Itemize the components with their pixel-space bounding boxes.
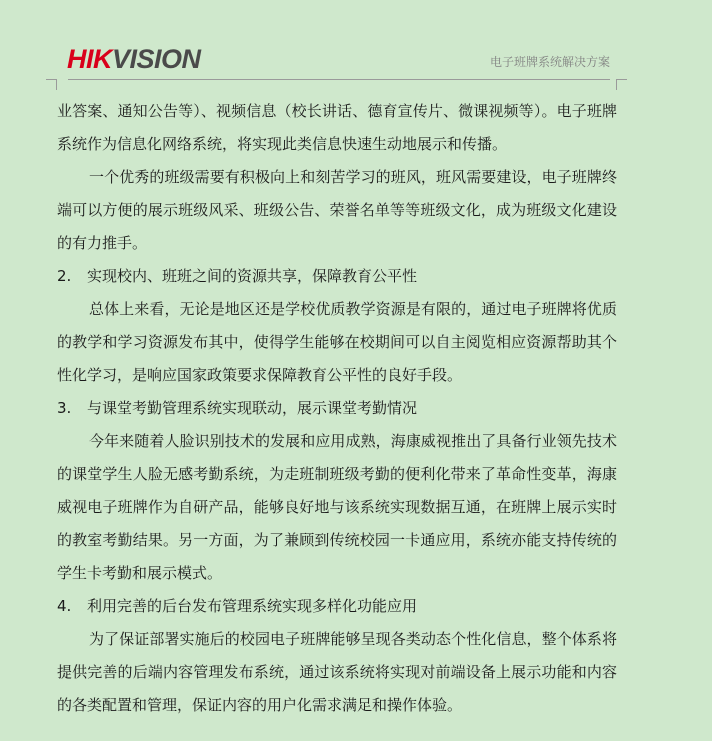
heading-text: 实现校内、班班之间的资源共享，保障教育公平性 (87, 267, 418, 285)
logo-gray-text: VISION (112, 44, 201, 74)
section-heading-3 (57, 392, 617, 425)
section-heading-4 (57, 590, 617, 623)
heading-number: 2. (57, 267, 72, 285)
document-title: 电子班牌系统解决方案 (489, 55, 610, 69)
page-header (0, 0, 712, 100)
margin-corner-left (46, 79, 57, 90)
paragraph-resource-sharing: 总体上来看，无论是地区还是学校优质教学资源是有限的，通过电子班牌将优质的教学和学习资源发布其中，使得学生能够在校期间可以自主阅览相应资源帮助其个性化学习，是响应国家政策要求保障教育公平性的良好手段。 (57, 300, 617, 384)
hikvision-logo (67, 44, 201, 74)
paragraph-class-culture: 一个优秀的班级需要有积极向上和刻苦学习的班风，班风需要建设，电子班牌终端可以方便的展示班级风采、班级公告、荣誉名单等等班级文化，成为班级文化建设的有力推手。 (57, 168, 617, 252)
heading-text: 与课堂考勤管理系统实现联动，展示课堂考勤情况 (87, 399, 418, 417)
document-body (57, 95, 617, 722)
paragraph-attendance: 今年来随着人脸识别技术的发展和应用成熟，海康威视推出了具备行业领先技术的课堂学生人脸无感考勤系统，为走班制班级考勤的便利化带来了革命性变革，海康威视电子班牌作为自研产品，能够良好地与该系统实现数据互通，在班牌上展示实时的教室考勤结果。另一方面，为了兼顾到传统校园一卡通应用，系统亦能支持传统的学生卡考勤和展示模式。 (57, 432, 617, 582)
paragraph-continuation: 业答案、通知公告等）、视频信息（校长讲话、德育宣传片、微课视频等）。电子班牌系统作为信息化网络系统，将实现此类信息快速生动地展示和传播。 (57, 102, 617, 153)
heading-number: 3. (57, 399, 72, 417)
header-rule (68, 79, 610, 80)
heading-number: 4. (57, 597, 72, 615)
paragraph-publishing: 为了保证部署实施后的校园电子班牌能够呈现各类动态个性化信息，整个体系将提供完善的后端内容管理发布系统，通过该系统将实现对前端设备上展示功能和内容的各类配置和管理，保证内容的用户化需求满足和操作体验。 (57, 630, 617, 714)
section-heading-2 (57, 260, 617, 293)
logo-red-text: HIK (67, 44, 112, 74)
heading-text: 利用完善的后台发布管理系统实现多样化功能应用 (87, 597, 418, 615)
margin-corner-right (616, 79, 627, 90)
